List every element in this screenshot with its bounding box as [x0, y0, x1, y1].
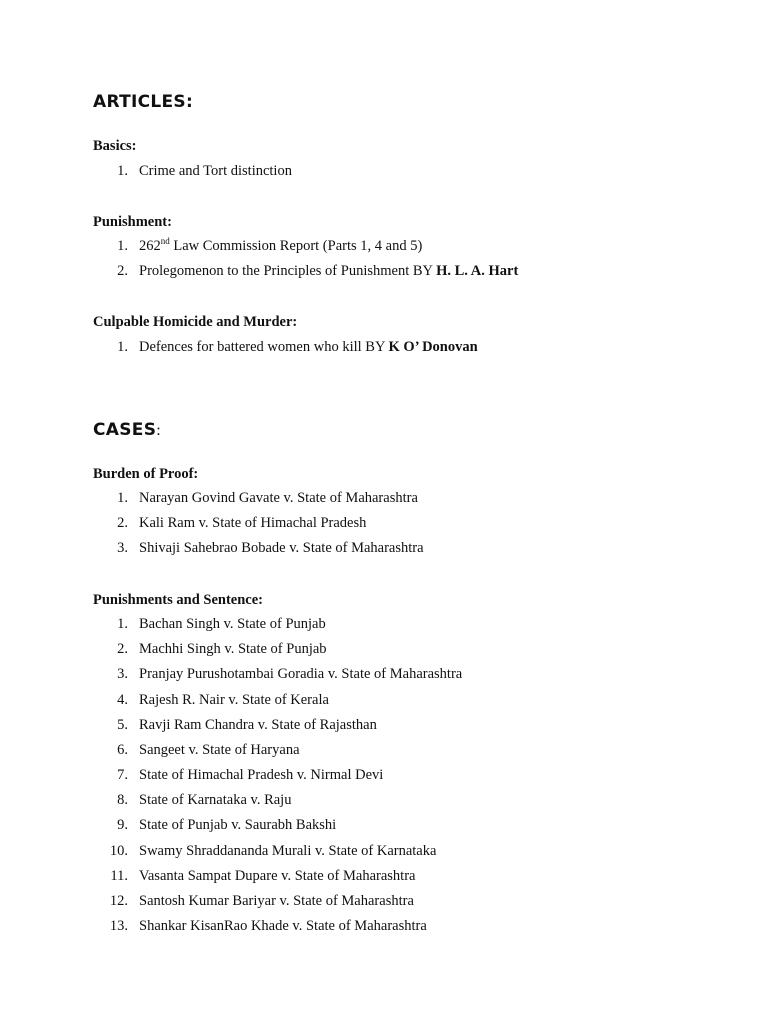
cases-title: CASES:: [93, 420, 161, 440]
heading-burden-of-proof: Burden of Proof:: [93, 466, 199, 482]
heading-basics: Basics:: [93, 138, 137, 154]
heading-culpable-homicide: Culpable Homicide and Murder:: [93, 314, 298, 330]
heading-punishments-and-sentence: Punishments and Sentence:: [93, 592, 263, 608]
heading-punishment: Punishment:: [93, 214, 172, 230]
articles-title: ARTICLES:: [93, 92, 194, 112]
